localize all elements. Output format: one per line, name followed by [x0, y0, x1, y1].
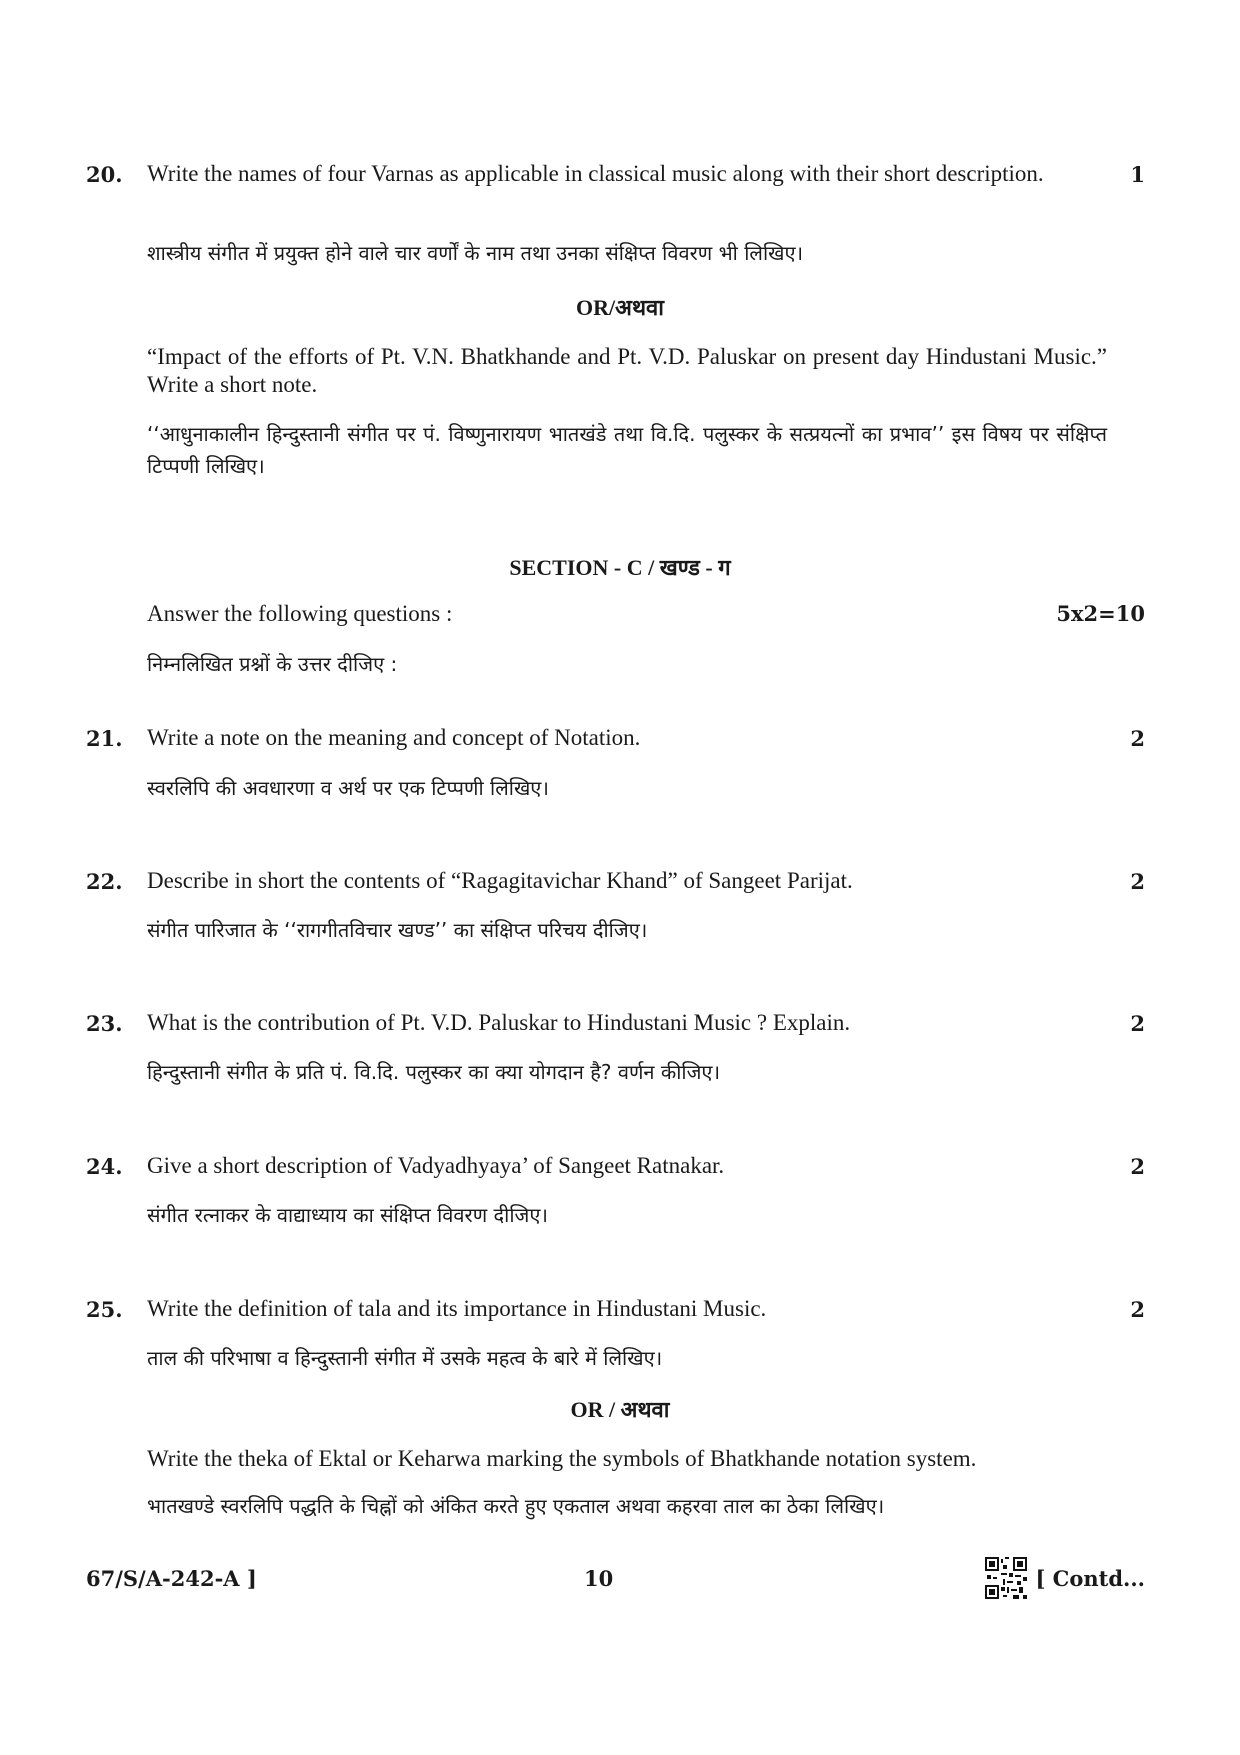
or-label: OR / अथवा [570, 1397, 670, 1422]
question-marks: 2 [1130, 1297, 1145, 1322]
or-label: OR/अथवा [576, 295, 664, 320]
question-text-hi: स्वरलिपि की अवधारणा व अर्थ पर एक टिप्पणी लिखिए। [147, 776, 549, 800]
question-text-hi: संगीत रत्नाकर के वाद्याध्याय का संक्षिप्त विवरण दीजिए। [147, 1203, 549, 1227]
question-marks: 1 [1130, 162, 1145, 187]
or-text-en: Write the theka of Ektal or Keharwa marking the symbols of Bhatkhande notation system. [147, 1446, 977, 1471]
or-text-en: “Impact of the efforts of Pt. V.N. Bhatkhande and Pt. V.D. Paluskar on present day Hindustani Music.” Write a short note. [147, 344, 1107, 397]
or-text-hi: ‘‘आधुनाकालीन हिन्दुस्तानी संगीत पर पं. विष्णुनारायण भातखंडे तथा वि.दि. पलुस्कर के सत्प्रयत्नों का प्रभाव’’ इस विषय पर संक्षिप्त टिप्पणी लिखिए। [147, 422, 1107, 478]
question-number: 25. [86, 1297, 123, 1322]
question-text-hi: हिन्दुस्तानी संगीत के प्रति पं. वि.दि. पलुस्कर का क्या योगदान है? वर्णन कीजिए। [147, 1060, 721, 1084]
question-text-en: Describe in short the contents of “Ragagitavichar Khand” of Sangeet Parijat. [147, 868, 853, 893]
question-number: 22. [86, 869, 123, 894]
question-marks: 2 [1130, 869, 1145, 894]
question-number: 21. [86, 726, 123, 751]
question-text-hi: शास्त्रीय संगीत में प्रयुक्त होने वाले चार वर्णों के नाम तथा उनका संक्षिप्त विवरण भी लिखिए। [147, 241, 804, 265]
question-number: 23. [86, 1011, 123, 1036]
question-marks: 2 [1130, 726, 1145, 751]
section-instruction-en: Answer the following questions : [147, 601, 453, 626]
section-title: SECTION - C / खण्ड - ग [509, 555, 731, 580]
qr-code-icon [985, 1557, 1027, 1599]
question-marks: 2 [1130, 1154, 1145, 1179]
page-number: 10 [584, 1566, 614, 1591]
section-instruction-hi: निम्नलिखित प्रश्नों के उत्तर दीजिए : [147, 652, 398, 676]
question-text-en: Write the names of four Varnas as applicable in classical music along with their short description. [147, 161, 1044, 186]
question-number: 24. [86, 1154, 123, 1179]
section-marks: 5x2=10 [1056, 601, 1145, 626]
question-text-hi: ताल की परिभाषा व हिन्दुस्तानी संगीत में उसके महत्व के बारे में लिखिए। [147, 1346, 663, 1370]
question-text-en: Write a note on the meaning and concept of Notation. [147, 725, 641, 750]
question-marks: 2 [1130, 1011, 1145, 1036]
question-text-en: Give a short description of Vadyadhyaya’ of Sangeet Ratnakar. [147, 1153, 725, 1178]
question-text-en: What is the contribution of Pt. V.D. Paluskar to Hindustani Music ? Explain. [147, 1010, 851, 1035]
continued-label: [ Contd... [1035, 1566, 1145, 1591]
paper-code: 67/S/A-242-A ] [86, 1566, 257, 1591]
question-text-en: Write the definition of tala and its importance in Hindustani Music. [147, 1296, 767, 1321]
question-number: 20. [86, 162, 123, 187]
or-text-hi: भातखण्डे स्वरलिपि पद्धति के चिह्नों को अंकित करते हुए एकताल अथवा कहरवा ताल का ठेका लिखिए। [147, 1494, 885, 1518]
question-text-hi: संगीत पारिजात के ‘‘रागगीतविचार खण्ड’’ का संक्षिप्त परिचय दीजिए। [147, 918, 648, 942]
